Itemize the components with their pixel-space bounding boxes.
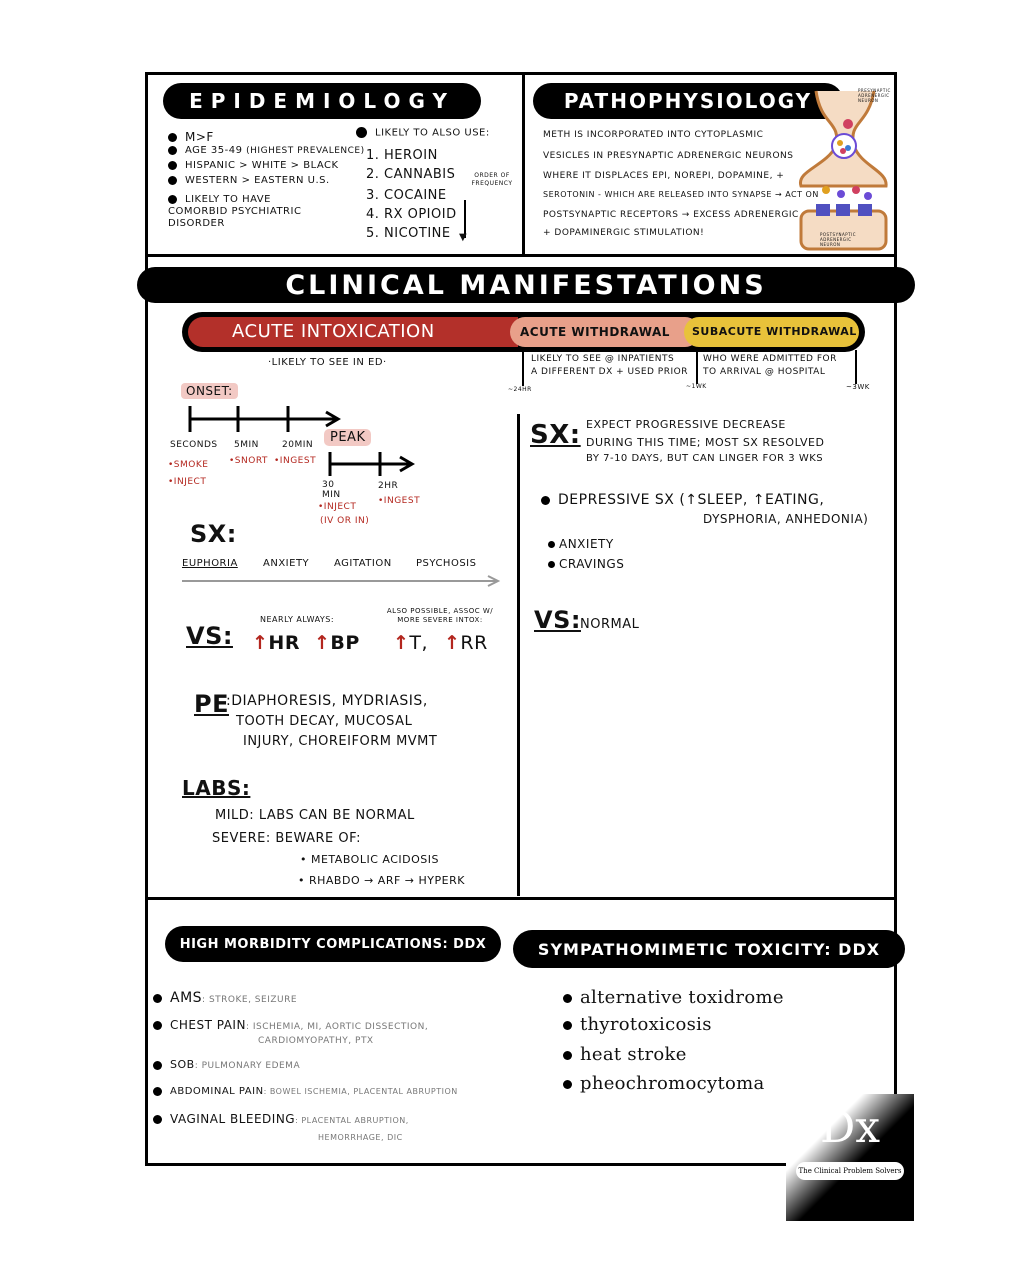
w-other-1: ANXIETY — [548, 537, 614, 551]
subacute-note-1: WHO WERE ADMITTED FOR — [703, 354, 837, 364]
acute-vs-label: VS: — [186, 622, 233, 650]
onset-time-3: 20MIN — [282, 440, 314, 450]
w-sx-line-3: BY 7-10 DAYS, BUT CAN LINGER FOR 3 WKS — [586, 453, 824, 464]
patho-line-4: SEROTONIN - WHICH ARE RELEASED INTO SYNAPSE → ACT ON — [543, 190, 819, 199]
onset-time-2: 5MIN — [234, 440, 259, 450]
pe-line-1: :DIAPHORESIS, MYDRIASIS, — [226, 693, 428, 709]
phase-subacute-label: SUBACUTE WITHDRAWAL — [692, 325, 857, 338]
peak-timeline — [328, 450, 418, 478]
tick-24hr: ~24HR — [508, 386, 532, 393]
withdrawal-note-2: A DIFFERENT DX + USED PRIOR — [531, 367, 688, 377]
tick-3wk: ~3WK — [846, 383, 870, 391]
w-sx-line-2: DURING THIS TIME; MOST SX RESOLVED — [586, 436, 825, 449]
pe-line-2: TOOTH DECAY, MUCOSAL — [236, 714, 413, 729]
also-use-2: 2. CANNABIS — [366, 167, 456, 182]
comp-item-2-cont: CARDIOMYOPATHY, PTX — [258, 1036, 374, 1046]
onset-route-ingest: •INGEST — [274, 456, 317, 466]
epi-item-4: WESTERN > EASTERN U.S. — [168, 175, 330, 186]
patho-line-6: + DOPAMINERGIC STIMULATION! — [543, 228, 705, 238]
also-use-5: 5. NICOTINE — [366, 226, 451, 241]
withdrawal-note-1: LIKELY TO SEE @ INPATIENTS — [531, 354, 675, 364]
peak-t1-route: •INJECT — [318, 502, 357, 512]
order-note: ORDER OF FREQUENCY — [471, 172, 513, 187]
epidemiology-title: EPIDEMIOLOGY — [163, 83, 481, 119]
subacute-note-2: TO ARRIVAL @ HOSPITAL — [703, 367, 826, 377]
withdrawal-vs-value: NORMAL — [580, 617, 640, 632]
pathophysiology-title: PATHOPHYSIOLOGY — [533, 83, 843, 119]
acute-sx-arrow — [180, 574, 502, 588]
diagram-top-label: PRESYNAPTIC ADRENERGIC NEURON — [858, 88, 891, 103]
peak-t2: 2HR — [378, 481, 399, 491]
patho-line-1: METH IS INCORPORATED INTO CYTOPLASMIC — [543, 130, 764, 140]
peak-t1: 30 MIN — [322, 480, 341, 500]
onset-time-1: SECONDS — [170, 440, 218, 450]
peak-t2-route: •INGEST — [378, 496, 421, 506]
acute-sx-label: SX: — [190, 520, 237, 548]
diagram-bottom-label: POSTSYNAPTIC ADRENERGIC NEURON — [820, 232, 857, 247]
acute-sx-1: EUPHORIA — [182, 558, 238, 569]
logo-tagline: The Clinical Problem Solvers — [796, 1162, 904, 1180]
epi-item-1: M>F — [168, 130, 214, 144]
w-other-2: CRAVINGS — [548, 557, 624, 571]
tick-1wk: ~1WK — [686, 383, 707, 390]
also-use-3: 3. COCAINE — [366, 188, 447, 203]
tick-1-line — [522, 350, 524, 386]
comp-item-1: AMS: STROKE, SEIZURE — [153, 990, 297, 1006]
comp-item-5-cont: HEMORRHAGE, DIC — [318, 1133, 403, 1142]
withdrawal-vs-label: VS: — [534, 606, 581, 634]
w-dep-2: DYSPHORIA, ANHEDONIA) — [703, 512, 869, 526]
vs-nearly-label: NEARLY ALWAYS: — [260, 615, 335, 624]
comp-item-3: SOB: PULMONARY EDEMA — [153, 1058, 300, 1071]
acute-sx-2: ANXIETY — [263, 558, 310, 569]
onset-route-inject: •INJECT — [168, 477, 207, 487]
comp-item-5: VAGINAL BLEEDING: PLACENTAL ABRUPTION, — [153, 1112, 409, 1126]
vs-nearly-bp: ↑BP — [314, 632, 360, 654]
synapse-diagram — [796, 86, 891, 251]
labs-bullet-2: • RHABDO → ARF → HYPERK — [298, 874, 465, 887]
epi-item-3: HISPANIC > WHITE > BLACK — [168, 160, 339, 171]
comp-item-4: ABDOMINAL PAIN: BOWEL ISCHEMIA, PLACENTAL ABRUPTION — [153, 1086, 458, 1097]
epi-item-5: LIKELY TO HAVE COMORBID PSYCHIATRIC DISORDER — [168, 194, 302, 229]
patho-line-2: VESICLES IN PRESYNAPTIC ADRENERGIC NEURONS — [543, 151, 794, 161]
onset-timeline — [188, 404, 348, 434]
tick-2-line — [696, 350, 698, 384]
patho-line-5: POSTSYNAPTIC RECEPTORS → EXCESS ADRENERGIC — [543, 210, 799, 220]
tox-item-2: thyrotoxicosis — [563, 1014, 712, 1035]
vs-also-label: ALSO POSSIBLE, ASSOC W/ MORE SEVERE INTOX: — [386, 607, 494, 624]
epi-item-2: AGE 35-49 (HIGHEST PREVALENCE) — [168, 145, 365, 156]
also-use-1: 1. HEROIN — [366, 148, 438, 163]
vs-also-rr: ↑RR — [444, 632, 488, 654]
peak-label: PEAK — [324, 429, 371, 446]
also-use-label: LIKELY TO ALSO USE: — [356, 127, 490, 139]
onset-route-snort: •SNORT — [229, 456, 268, 466]
tick-3-line — [855, 350, 857, 384]
onset-route-smoke: •SMOKE — [168, 460, 209, 470]
labs-label: LABS: — [182, 776, 251, 800]
w-dep-1: DEPRESSIVE SX (↑SLEEP, ↑EATING, — [541, 492, 824, 508]
phase-acute-label: ACUTE INTOXICATION — [232, 321, 435, 342]
acute-note: ·LIKELY TO SEE IN ED· — [268, 357, 387, 368]
w-sx-line-1: EXPECT PROGRESSIVE DECREASE — [586, 418, 786, 431]
comp-item-2: CHEST PAIN: ISCHEMIA, MI, AORTIC DISSECTION, — [153, 1018, 428, 1032]
order-arrow-head: ▼ — [459, 232, 467, 243]
toxicity-title: SYMPATHOMIMETIC TOXICITY: DDX — [513, 930, 905, 968]
onset-label: ONSET: — [181, 383, 238, 399]
complications-title: HIGH MORBIDITY COMPLICATIONS: DDX — [165, 926, 501, 962]
patho-line-3: WHERE IT DISPLACES EPI, NOREPI, DOPAMINE, + — [543, 171, 785, 181]
peak-t1-route2: (IV OR IN) — [320, 516, 370, 526]
lower-divider — [145, 897, 897, 900]
tox-item-1: alternative toxidrome — [563, 987, 784, 1008]
tox-item-3: heat stroke — [563, 1044, 687, 1065]
tox-item-4: pheochromocytoma — [563, 1073, 765, 1094]
middle-vertical-divider — [517, 414, 520, 896]
also-use-4: 4. RX OPIOID — [366, 207, 457, 222]
logo-mark: Dx — [819, 1102, 881, 1153]
top-divider — [145, 254, 897, 257]
labs-severe: SEVERE: BEWARE OF: — [212, 831, 361, 846]
top-vertical-divider — [522, 72, 525, 256]
vs-nearly-hr: ↑HR — [252, 632, 300, 654]
labs-mild: MILD: LABS CAN BE NORMAL — [215, 808, 415, 823]
pe-label: PE — [194, 690, 229, 718]
clinical-title: CLINICAL MANIFESTATIONS — [137, 267, 915, 303]
labs-bullet-1: • METABOLIC ACIDOSIS — [300, 853, 439, 866]
acute-sx-3: AGITATION — [334, 558, 392, 569]
phase-withdrawal-label: ACUTE WITHDRAWAL — [520, 325, 670, 339]
acute-sx-4: PSYCHOSIS — [416, 558, 477, 569]
withdrawal-sx-label: SX: — [530, 420, 581, 450]
vs-also-t: ↑T, — [393, 632, 429, 654]
pe-line-3: INJURY, CHOREIFORM MVMT — [243, 734, 438, 749]
logo — [786, 1094, 914, 1221]
